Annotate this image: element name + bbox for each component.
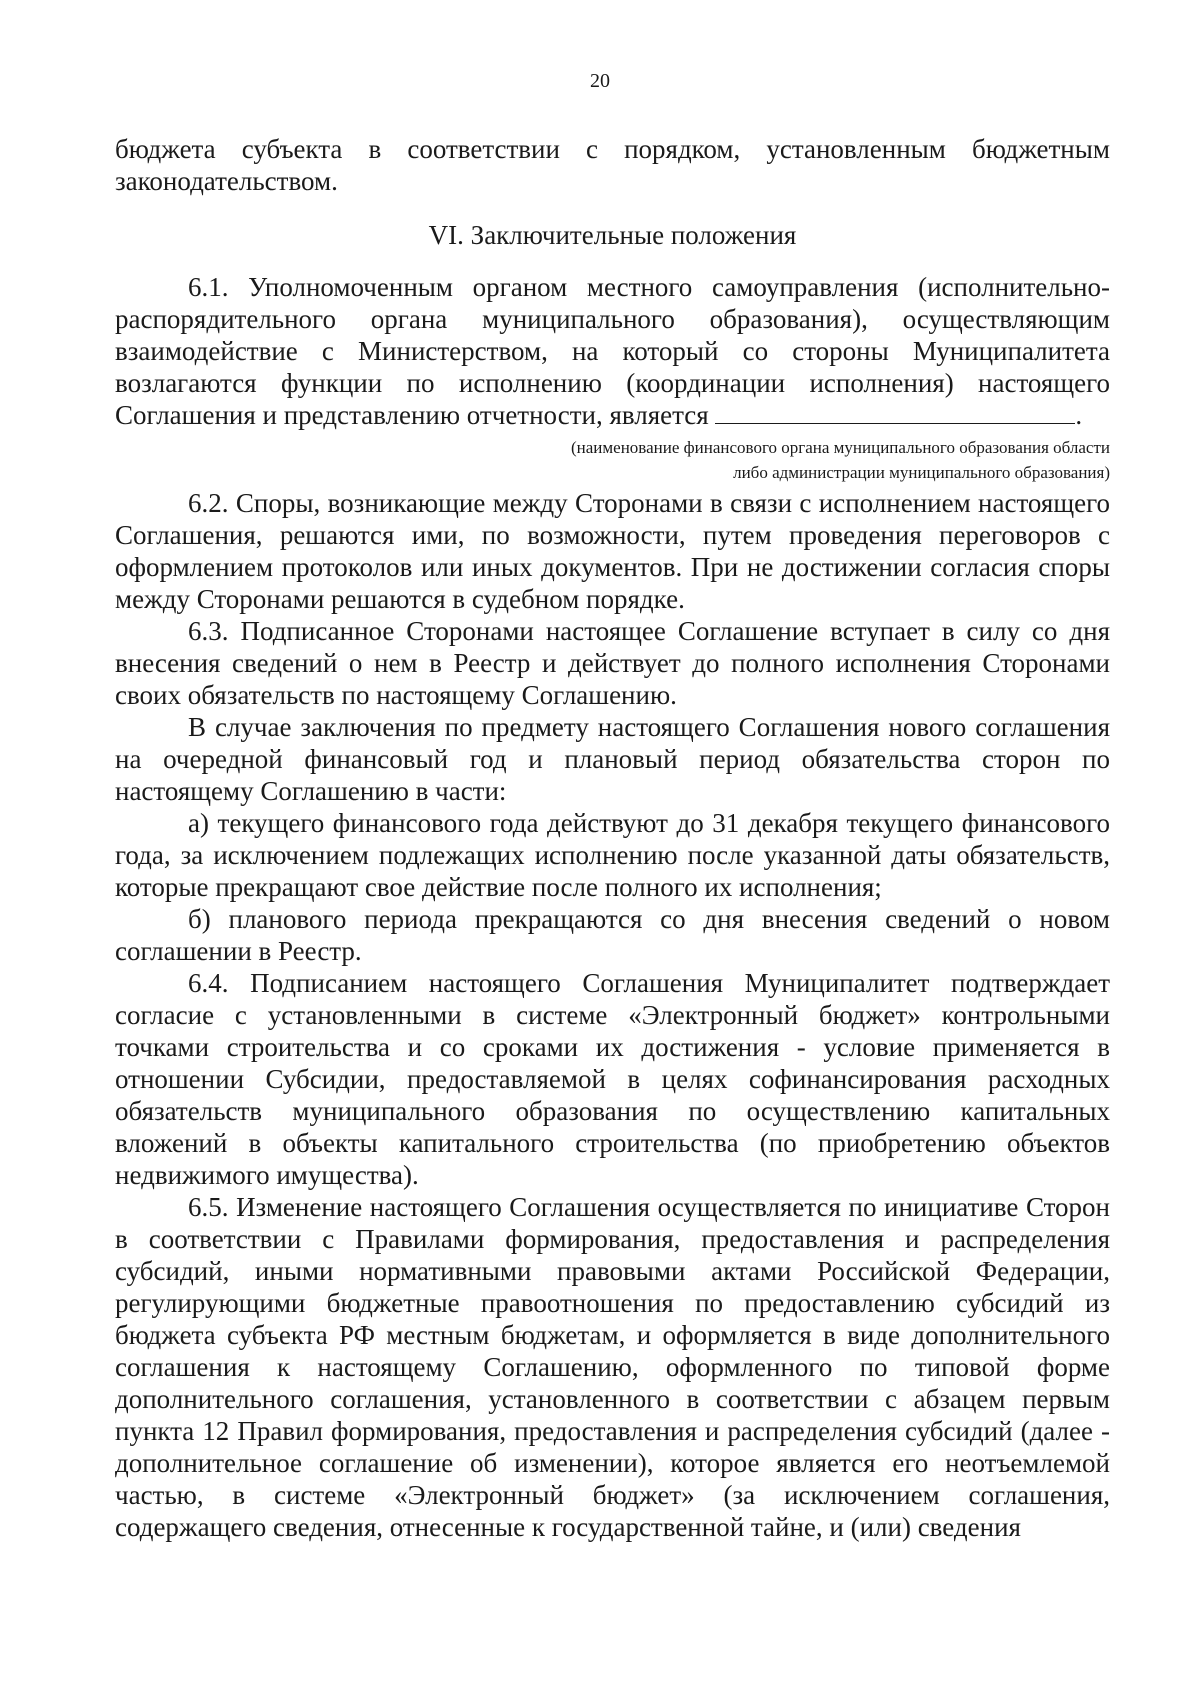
paragraph-6-2: 6.2. Споры, возникающие между Сторонами в связи с исполнением настоящего Соглашения, решаются ими, по возможности, путем проведения переговоров с оформлением протоколов или иных документов. При не достижении согласия споры между Сторонами решаются в судебном порядке. [115, 488, 1110, 614]
document-body [115, 133, 1110, 1543]
paragraph-6-3-item-b: б) планового периода прекращаются со дня внесения сведений о новом соглашении в Реестр. [115, 904, 1110, 966]
section-heading: VI. Заключительные положения [428, 220, 797, 250]
paragraph-6-5: 6.5. Изменение настоящего Соглашения осуществляется по инициативе Сторон в соответствии с Правилами формирования, предоставления и распределения субсидий, иными нормативными правовыми актами Российской Федерации, регулирующими бюджетные правоотношения по предоставлению субсидий из бюджета субъекта РФ местным бюджетам, и оформляется в виде дополнительного соглашения к настоящему Соглашению, оформленного по типовой форме дополнительного соглашения, установленного в соответствии с абзацем первым пункта 12 Правил формирования, предоставления и распределения субсидий (далее - дополнительное соглашение об изменении), которое является его неотъемлемой частью, в системе «Электронный бюджет» (за исключением соглашения, содержащего сведения, отнесенные к государственной тайне, и (или) сведения [115, 1192, 1110, 1542]
footnote-line-1: (наименование финансового органа муниципального образования области [571, 438, 1110, 457]
footnote-line-2: либо администрации муниципального образования) [733, 463, 1110, 482]
paragraph-6-1-text: 6.1. Уполномоченным органом местного самоуправления (исполнительно-распорядительного органа муниципального образования), осуществляющим взаимодействие с Министерством, на который со стороны Муниципалитета возлагаются функции по исполнению (координации исполнения) настоящего Соглашения и представлению отчетности, является [115, 272, 1110, 430]
paragraph-6-4: 6.4. Подписанием настоящего Соглашения Муниципалитет подтверждает согласие с установленными в системе «Электронный бюджет» контрольными точками строительства и со сроками их достижения - условие применяется в отношении Субсидии, предоставляемой в целях софинансирования расходных обязательств муниципального образования по осуществлению капитальных вложений в объекты капитального строительства (по приобретению объектов недвижимого имущества). [115, 968, 1110, 1190]
fill-in-blank-line [715, 399, 1075, 424]
footnote-caption [115, 435, 1110, 485]
paragraph-6-1-end: . [1075, 400, 1083, 430]
paragraph-6-3-item-a: а) текущего финансового года действуют до 31 декабря текущего финансового года, за исключением подлежащих исполнению после указанной даты обязательств, которые прекращают свое действие после полного их исполнения; [115, 808, 1110, 902]
paragraph-6-3: 6.3. Подписанное Сторонами настоящее Соглашение вступает в силу со дня внесения сведений о нем в Реестр и действует до полного исполнения Сторонами своих обязательств по настоящему Соглашению. [115, 616, 1110, 710]
paragraph-6-1 [115, 271, 1110, 431]
page-number: 20 [590, 70, 610, 92]
paragraph-6-3-new-agreement: В случае заключения по предмету настоящего Соглашения нового соглашения на очередной финансовый год и плановый период обязательства сторон по настоящему Соглашению в части: [115, 712, 1110, 806]
paragraph-continuation: бюджета субъекта в соответствии с порядком, установленным бюджетным законодательством. [115, 134, 1110, 196]
